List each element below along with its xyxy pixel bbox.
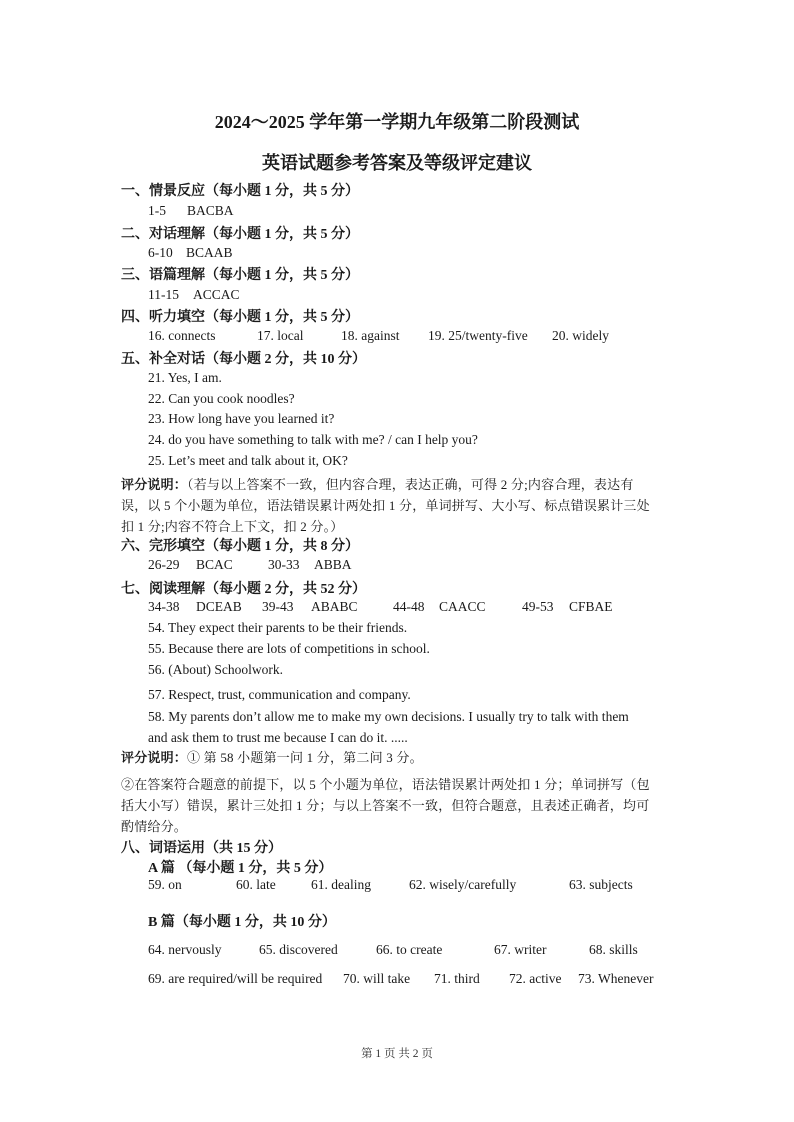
section-heading-4: 四、听力填空（每小题 1 分，共 5 分） (121, 310, 359, 325)
section-heading-3: 三、语篇理解（每小题 1 分，共 5 分） (121, 268, 359, 283)
scoring-note-text: ②在答案符合题意的前提下，以 5 个小题为单位，语法错误累计两处扣 1 分；单词拼写（包 (121, 777, 650, 792)
section-heading-5: 五、补全对话（每小题 2 分，共 10 分） (121, 352, 366, 367)
scoring-note-text: 误，以 5 个小题为单位，语法错误累计两处扣 1 分，单词拼写、大小写、标点错误累计三处 (121, 498, 650, 513)
answer-item: 16. connects (148, 328, 216, 343)
answer-item: 62. wisely/carefully (409, 877, 517, 892)
answer-line: 54. They expect their parents to be their friends. (148, 620, 408, 635)
answer-text: ABABC (311, 599, 358, 614)
answer-range: 6-10 (148, 245, 173, 260)
answer-text: CAACC (439, 599, 486, 614)
answer-item: 72. active (509, 971, 562, 986)
scoring-note-text: 扣 1 分;内容不符合上下文，扣 2 分。） (121, 519, 344, 534)
answer-line: 22. Can you cook noodles? (148, 391, 295, 406)
answer-line: 21. Yes, I am. (148, 370, 222, 385)
answer-line: 56. (About) Schoolwork. (148, 662, 283, 677)
answer-item: 71. third (434, 971, 480, 986)
answer-line: 58. My parents don’t allow me to make my own decisions. I usually try to talk with them (148, 709, 629, 724)
answer-text: BCAC (196, 557, 233, 572)
answer-range: 26-29 (148, 557, 180, 572)
answer-line: 23. How long have you learned it? (148, 411, 335, 426)
answer-line: 25. Let’s meet and talk about it, OK? (148, 453, 348, 468)
section-heading-1: 一、情景反应（每小题 1 分，共 5 分） (121, 184, 359, 199)
scoring-note (121, 747, 423, 766)
answer-text: CFBAE (569, 599, 613, 614)
section-heading-2: 二、对话理解（每小题 1 分，共 5 分） (121, 227, 359, 242)
scoring-note (121, 474, 634, 493)
scoring-note-text: 酌情给分。 (121, 819, 188, 834)
section-heading-8: 八、词语运用（共 15 分） (121, 841, 282, 856)
page-footer: 第 1 页 共 2 页 (361, 1048, 433, 1060)
answer-range: 30-33 (268, 557, 300, 572)
answer-line: 57. Respect, trust, communication and company. (148, 687, 411, 702)
scoring-note-label: 评分说明： (121, 477, 188, 492)
answer-line: 24. do you have something to talk with me? / can I help you? (148, 432, 478, 447)
answer-item: 20. widely (552, 328, 609, 343)
answer-item: 61. dealing (311, 877, 371, 892)
answer-item: 63. subjects (569, 877, 633, 892)
answer-item: 59. on (148, 877, 182, 892)
section-heading-6: 六、完形填空（每小题 1 分，共 8 分） (121, 539, 359, 554)
answer-item: 18. against (341, 328, 400, 343)
scoring-note-text: 括大小写）错误，累计三处扣 1 分；与以上答案不一致，但符合题意，且表述正确者，均可 (121, 798, 650, 813)
answer-item: 66. to create (376, 942, 443, 957)
page-subtitle: 英语试题参考答案及等级评定建议 (262, 153, 532, 173)
section-heading-7: 七、阅读理解（每小题 2 分，共 52 分） (121, 582, 366, 597)
answer-range: 1-5 (148, 203, 166, 218)
answer-range: 49-53 (522, 599, 554, 614)
answer-item: 17. local (257, 328, 304, 343)
page-title: 2024～2025 学年第一学期九年级第二阶段测试 (214, 112, 580, 132)
scoring-note-label: 评分说明： (121, 750, 188, 765)
answer-range: 39-43 (262, 599, 294, 614)
answer-text: DCEAB (196, 599, 242, 614)
scoring-note-text: （若与以上答案不一致，但内容合理，表达正确，可得 2 分;内容合理，表达有 (187, 477, 634, 492)
answer-line: and ask them to trust me because I can do it. ..... (148, 730, 408, 745)
answer-range: 44-48 (393, 599, 425, 614)
answer-item: 70. will take (343, 971, 411, 986)
answer-text: BACBA (187, 203, 234, 218)
answer-range: 34-38 (148, 599, 180, 614)
answer-item: 73. Whenever (578, 971, 654, 986)
scoring-note-text: ① 第 58 小题第一问 1 分，第二问 3 分。 (187, 750, 423, 765)
answer-range: 11-15 (148, 287, 179, 302)
answer-text: BCAAB (186, 245, 233, 260)
answer-item: 64. nervously (148, 942, 222, 957)
answer-item: 67. writer (494, 942, 547, 957)
answer-line: 55. Because there are lots of competitions in school. (148, 641, 430, 656)
answer-text: ABBA (314, 557, 352, 572)
answer-item: 19. 25/twenty-five (428, 328, 528, 343)
answer-item: 60. late (236, 877, 276, 892)
sub-heading-a: A 篇 （每小题 1 分，共 5 分） (148, 861, 333, 876)
answer-text: ACCAC (193, 287, 240, 302)
answer-item: 65. discovered (259, 942, 338, 957)
answer-item: 69. are required/will be required (148, 971, 323, 986)
answer-item: 68. skills (589, 942, 638, 957)
sub-heading-b: B 篇（每小题 1 分，共 10 分） (148, 915, 336, 930)
